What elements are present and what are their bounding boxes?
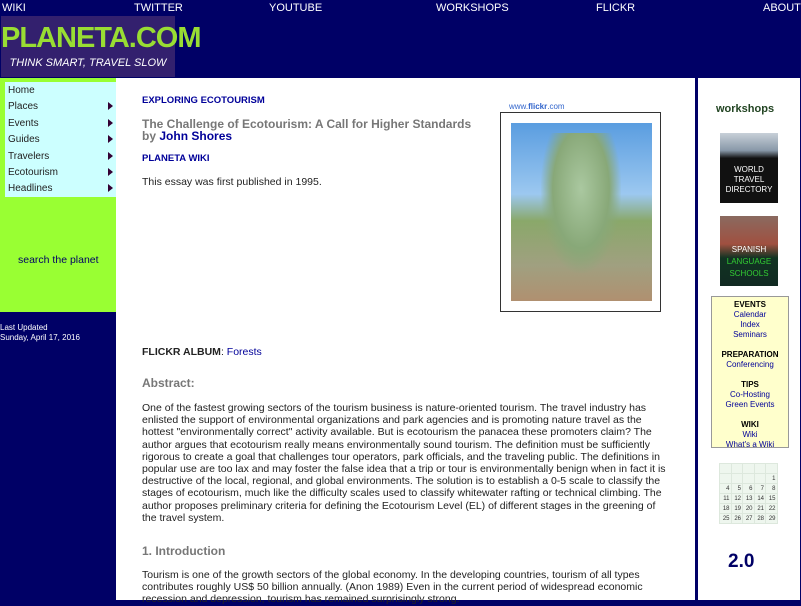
menu-item-label: Ecotourism [8,166,59,178]
by-label: by [142,129,157,143]
main-content [116,78,695,606]
workshops-link[interactable]: workshops [716,103,775,115]
last-updated [0,323,80,343]
calendar-day[interactable]: 20 [743,504,755,514]
column-divider [695,78,698,600]
calendar-day[interactable]: 14 [754,494,766,504]
events-box [711,296,789,448]
introduction-text: Tourism is one of the growth sectors of the global economy. In the developing countries, tourism of all types contributes roughly US$ 50 billion annually. (Anon 1989) Even in the current period of widespread economic recession and depression, tourism has remained surprisingly strong. [142,569,643,606]
byline [142,129,232,143]
calendar-day[interactable]: 21 [754,504,766,514]
web-2-0-badge: 2.0 [728,551,755,572]
nav-youtube[interactable]: YOUTUBE [269,2,323,14]
menu-item-label: Headlines [8,183,53,195]
album-link[interactable]: Forests [226,346,262,358]
world-travel-directory-banner[interactable]: WORLD TRAVEL DIRECTORY [720,133,778,203]
events-link[interactable]: What's a Wiki [725,440,775,449]
calendar-day[interactable] [754,464,766,474]
section-heading: EXPLORING ECOTOURISM [142,95,265,106]
forest-image [511,123,652,301]
flickr-album-label: FLICKR ALBUM [142,346,221,358]
menu-item-headlines[interactable] [5,180,116,196]
calendar-day[interactable]: 22 [766,504,778,514]
abstract-heading: Abstract: [142,376,195,390]
calendar-row [720,474,778,484]
events-link[interactable]: Wiki [742,430,758,439]
nav-workshops[interactable]: WORKSHOPS [436,2,509,14]
left-sidebar [0,78,116,312]
menu-item-events[interactable] [5,115,116,131]
arrow-right-icon [108,168,113,176]
introduction-heading: 1. Introduction [142,544,226,558]
menu-item-guides[interactable] [5,131,116,147]
menu-item-home[interactable] [5,82,116,98]
nav-flickr[interactable]: FLICKR [596,2,636,14]
menu-item-places[interactable] [5,98,116,114]
menu-item-label: Places [8,101,39,113]
arrow-right-icon [108,119,113,127]
calendar-day[interactable]: 1 [766,474,778,484]
flickr-photo[interactable] [500,112,661,312]
flickr-link[interactable]: www.flickr.com [509,102,565,111]
arrow-right-icon [108,135,113,143]
menu-item-travelers[interactable] [5,148,116,164]
calendar-day[interactable]: 27 [743,514,755,524]
calendar-day[interactable]: 19 [731,504,743,514]
events-group-title: WIKI [741,420,759,429]
calendar-day[interactable] [754,474,766,484]
abstract-text: One of the fastest growing sectors of the tourism business is nature-oriented tourism. The travel industry has enlisted the support of environmental organizations and park agencies and is promoting nature travel as the hottest "environmentally correct" activity available. But is ecotourism the panacea these promoters claim? The author argues that ecotourism really means environmentally sound tourism. The definition must be sufficiently rigorous to create a goal that challenges tour operators, park officials, and the traveling public. The definitions in popular use are too lax and may foster the false idea that a trip or tour is environmentally benign when in fact it is destructive of the local, regional, and global environments. The solution is to establish a 0-5 scale to classify the stages of ecotourism, much like the difficulty scales used to classify whitewater rafting or technical climbing. The author proposes preliminary criteria for defining the Ecotourism Level (EL) of different stages in the greening of the travel system. [142,402,666,524]
menu-item-label: Travelers [8,150,50,162]
calendar-day[interactable]: 29 [766,514,778,524]
events-link[interactable]: Index [740,320,760,329]
last-updated-date: Sunday, April 17, 2016 [0,333,80,342]
author-link[interactable]: John Shores [159,129,233,143]
calendar-row [720,514,778,524]
calendar-day[interactable] [743,464,755,474]
site-logo[interactable] [1,16,201,77]
menu-item-label: Home [8,85,35,96]
planeta-wiki-link[interactable]: PLANETA WIKI [142,153,210,164]
last-updated-label: Last Updated [0,323,48,332]
events-link[interactable]: Co-Hosting [729,390,770,399]
events-link[interactable]: Calendar [733,310,767,319]
calendar [719,463,778,524]
calendar-day[interactable]: 11 [720,494,732,504]
flickr-album: FLICKR ALBUM: Forests [142,346,262,358]
article-title: The Challenge of Ecotourism: A Call for Higher Standards [142,117,472,131]
logo-title: PLANETA.COM [1,22,201,54]
calendar-row [720,504,778,514]
calendar-day[interactable]: 26 [731,514,743,524]
calendar-row [720,494,778,504]
arrow-right-icon [108,152,113,160]
right-sidebar [698,78,800,600]
events-group-title: TIPS [741,380,759,389]
calendar-day[interactable]: 5 [731,484,743,494]
published-note: This essay was first published in 1995. [142,176,322,188]
calendar-row [720,484,778,494]
calendar-day[interactable]: 7 [754,484,766,494]
calendar-day[interactable]: 13 [743,494,755,504]
calendar-day[interactable]: 18 [720,504,732,514]
calendar-day[interactable]: 28 [754,514,766,524]
calendar-day[interactable]: 12 [731,494,743,504]
arrow-right-icon [108,184,113,192]
calendar-day[interactable] [731,464,743,474]
calendar-day[interactable] [743,474,755,484]
events-group-title: EVENTS [733,300,766,309]
menu-item-label: Guides [8,134,40,146]
calendar-day[interactable]: 15 [766,494,778,504]
calendar-day[interactable]: 8 [766,484,778,494]
calendar-day[interactable]: 25 [720,514,732,524]
nav-about[interactable]: ABOUT [763,2,801,14]
calendar-day[interactable]: 4 [720,484,732,494]
events-link[interactable]: Conferencing [726,360,774,369]
calendar-day[interactable] [766,464,778,474]
calendar-day[interactable] [720,464,732,474]
events-link[interactable]: Seminars [733,330,767,339]
calendar-day[interactable] [720,474,732,484]
events-link[interactable]: Green Events [725,400,775,409]
nav-twitter[interactable]: TWITTER [134,2,183,14]
events-group-title: PREPARATION [721,350,779,359]
side-menu [5,82,116,197]
nav-wiki[interactable]: WIKI [2,2,26,14]
top-nav [0,0,800,16]
spanish-schools-banner[interactable]: SPANISH LANGUAGE SCHOOLS [720,216,778,286]
logo-tagline: THINK SMART, TRAVEL SLOW [9,57,167,69]
arrow-right-icon [108,102,113,110]
calendar-row [720,464,778,474]
calendar-day[interactable]: 6 [743,484,755,494]
calendar-day[interactable] [731,474,743,484]
menu-item-ecotourism[interactable] [5,164,116,180]
search-the-planet-link[interactable]: search the planet [18,254,99,266]
menu-item-label: Events [8,117,39,129]
